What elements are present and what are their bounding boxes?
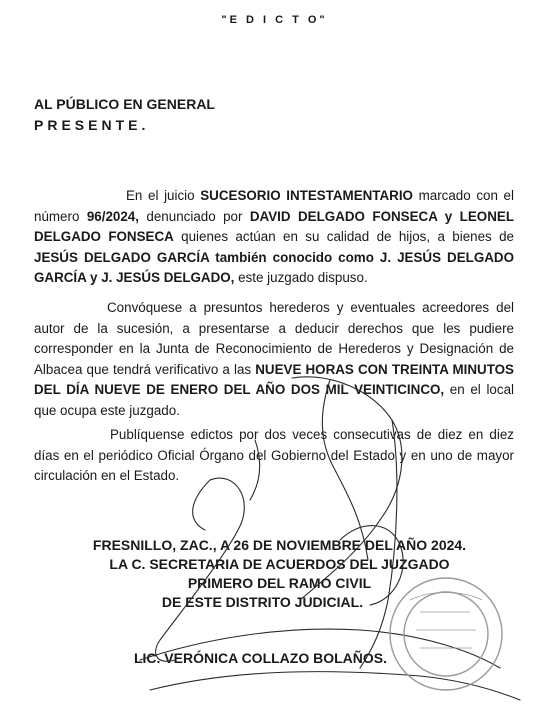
deceased-name: JESÚS DELGADO GARCÍA también conocido como J. JESÚS DELGADO GARCÍA y J. JESÚS DELGADO, <box>34 249 514 285</box>
text-segment: este juzgado dispuso. <box>234 270 368 285</box>
signer-name: LIC. VERÓNICA COLLAZO BOLAÑOS. <box>133 650 388 666</box>
addressee-line: AL PÚBLICO EN GENERAL <box>34 96 215 112</box>
text-segment: Convóquese a presuntos herederos y eventuales acreedores del autor de la sucesión, a presentarse a deducir derechos que les pudiere corresponder en la Junta de Reconocimiento de Herederos y Designación de Albacea que tendrá verificativo a las <box>34 300 514 377</box>
text-segment: marcado con el número <box>34 188 514 224</box>
hearing-datetime: NUEVE HORAS CON TREINTA MINUTOS DEL DÍA NUEVE DE ENERO DEL AÑO DOS MIL VEINTICINCO, <box>34 361 514 397</box>
text-segment: en el local que ocupa este juzgado. <box>34 382 514 418</box>
case-number: 96/2024, <box>86 208 139 224</box>
presente-line: PRESENTE. <box>34 117 150 133</box>
text-segment: denunciado por <box>138 208 250 224</box>
signer-role-line2: PRIMERO DEL RAMO CIVIL <box>187 575 372 591</box>
case-type: SUCESORIO INTESTAMENTARIO <box>200 188 413 203</box>
text-segment: quienes actúan en su calidad de hijos, a bienes de <box>173 229 514 244</box>
text-segment: En el juicio <box>126 188 201 203</box>
paragraph-lawsuit <box>34 186 514 289</box>
place-date: FRESNILLO, ZAC., A 26 DE NOVIEMBRE DEL AÑO 2024. <box>92 537 467 553</box>
claimants: DAVID DELGADO FONSECA y LEONEL DELGADO FONSECA <box>34 208 514 244</box>
signer-role-line1: LA C. SECRETARIA DE ACUERDOS DEL JUZGADO <box>109 556 450 572</box>
paragraph-summons <box>34 298 514 421</box>
paragraph-publication: Publíquense edictos por dos veces consecutivas de diez en diez días en el periódico Oficial Órgano del Gobierno del Estado y en uno de mayor circulación en el Estado. <box>34 427 514 483</box>
document-title: "E D I C T O" <box>221 14 328 26</box>
signer-role-line3: DE ESTE DISTRITO JUDICIAL. <box>161 594 364 610</box>
